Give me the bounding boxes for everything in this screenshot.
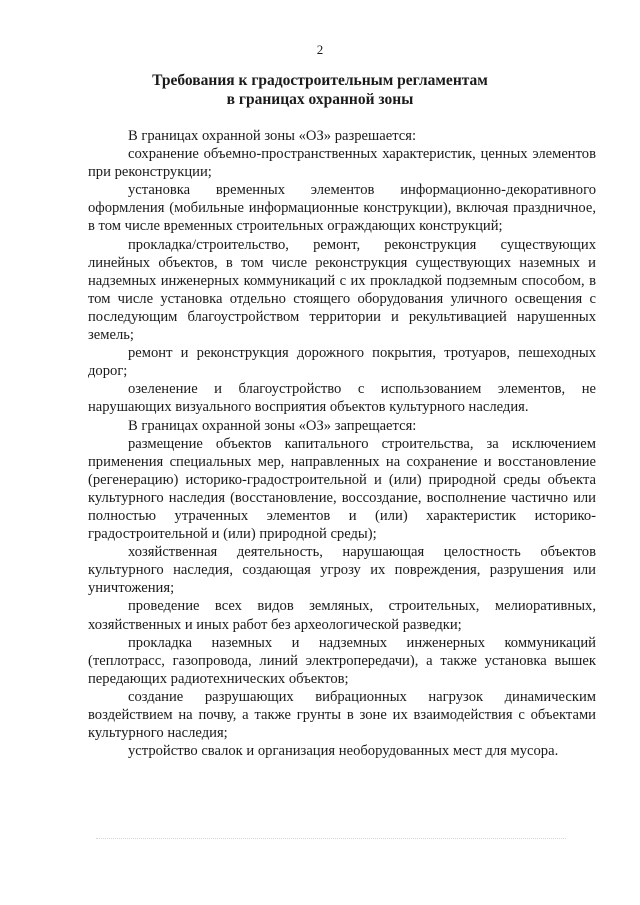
paragraph: ремонт и реконструкция дорожного покрытия, тротуаров, пешеходных дорог; (88, 345, 596, 380)
paragraph: хозяйственная деятельность, нарушающая целостность объектов культурного наследия, создающая угрозу их повреждения, разрушения или уничтожения; (88, 544, 596, 597)
paragraph: В границах охранной зоны «ОЗ» разрешается: (128, 128, 417, 144)
page-number: 2 (316, 42, 324, 57)
paragraph: В границах охранной зоны «ОЗ» запрещается: (128, 417, 417, 434)
title-line-1: Требования к градостроительным регламентам (152, 72, 488, 89)
paragraph: прокладка/строительство, ремонт, реконструкция существующих линейных объектов, в том числе реконструкция существующих наземных и надземных инженерных коммуникаций с их прокладкой подземным способом, в том числе установка отдельно стоящего оборудования уличного освещения с последующим благоустройством территории и рекультивацией нарушенных земель; (88, 236, 596, 344)
paragraph: сохранение объемно-пространственных характеристик, ценных элементов при реконструкции; (88, 146, 596, 181)
title-line-2: в границах охранной зоны (226, 90, 414, 108)
paragraph: озеленение и благоустройство с использованием элементов, не нарушающих визуального восприятия объектов культурного наследия. (88, 381, 596, 416)
paragraph: создание разрушающих вибрационных нагрузок динамическим воздействием на почву, а также грунты в зоне их взаимодействия с объектами культурного наследия; (88, 688, 596, 742)
paragraph: устройство свалок и организация необорудованных мест для мусора. (128, 743, 559, 760)
page-title (60, 72, 580, 109)
paragraph: установка временных элементов информационно-декоративного оформления (мобильные информационные конструкции), включая праздничное, в том числе временных строительных ограждающих конструкций; (88, 182, 596, 235)
paragraph: проведение всех видов земляных, строительных, мелиоративных, хозяйственных и иных работ без археологической разведки; (88, 598, 596, 633)
paragraph: размещение объектов капитального строительства, за исключением применения специальных мер, направленных на сохранение и восстановление (регенерацию) историко-градостроительной и (или) природной среды объекта культурного наследия (восстановление, воссоздание, восполнение частично или полностью утраченных элементов и (или) характеристик историко-градостроительной и (или) природной среды); (88, 435, 596, 543)
body-text (88, 127, 596, 760)
scan-artifact-line (96, 838, 566, 840)
paragraph: прокладка наземных и надземных инженерных коммуникаций (теплотрасс, газопровода, линий электропередачи), а также установка вышек передающих радиотехнических объектов; (88, 634, 596, 687)
